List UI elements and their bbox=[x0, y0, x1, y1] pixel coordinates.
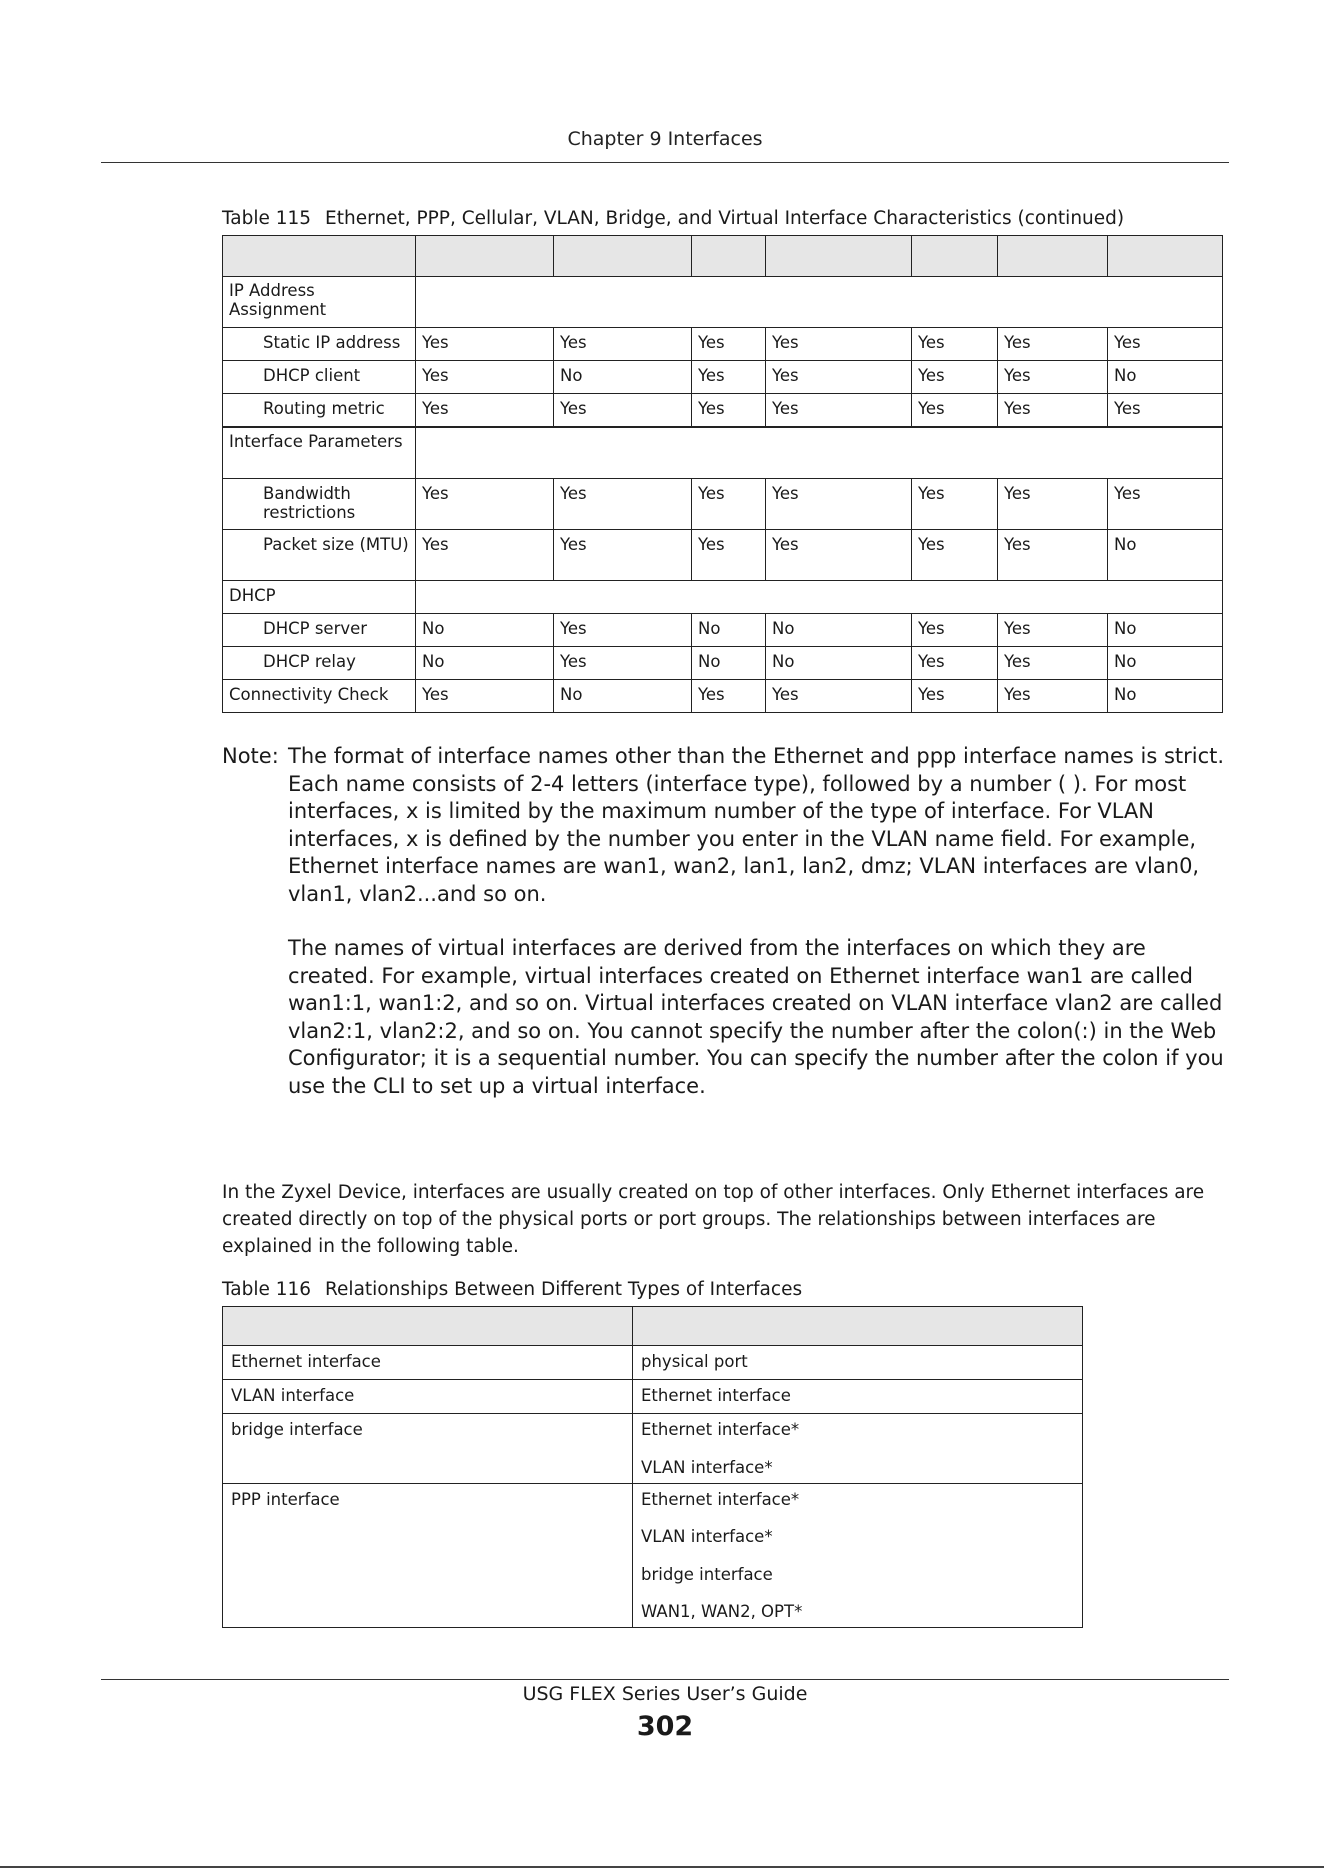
cell: Yes bbox=[1108, 394, 1223, 428]
section-row bbox=[223, 581, 1223, 614]
row-label: Static IP address bbox=[223, 328, 416, 361]
table-row bbox=[223, 614, 1223, 647]
cell: Yes bbox=[416, 361, 554, 394]
cell: Yes bbox=[998, 328, 1108, 361]
table-116-number: Table 116 bbox=[222, 1279, 312, 1300]
note-label: Note: bbox=[222, 744, 279, 768]
cell: Yes bbox=[912, 328, 998, 361]
table-row bbox=[223, 328, 1223, 361]
intro-text: In the Zyxel Device, interfaces are usually created on top of other interfaces. Only Ethernet interfaces are created directly on top of the physical ports or port groups. The relationships between interfaces are explained in the following table. bbox=[222, 1182, 1205, 1257]
row-label: DHCP server bbox=[223, 614, 416, 647]
cell: Yes bbox=[692, 680, 766, 713]
cell: Yes bbox=[692, 361, 766, 394]
header-rule bbox=[101, 162, 1229, 163]
table-header-row bbox=[223, 1307, 1083, 1346]
table-116-caption bbox=[222, 1279, 802, 1300]
cell: Yes bbox=[912, 647, 998, 680]
cell: Yes bbox=[766, 479, 912, 530]
table-header-row bbox=[223, 236, 1223, 277]
cell: Yes bbox=[416, 530, 554, 581]
interface-cell: PPP interface bbox=[223, 1483, 633, 1628]
scan-edge-line bbox=[0, 1866, 1324, 1868]
cell: Yes bbox=[998, 680, 1108, 713]
table-row bbox=[223, 647, 1223, 680]
required-port-item: WAN1, WAN2, OPT* bbox=[641, 1602, 803, 1621]
cell: Yes bbox=[998, 614, 1108, 647]
interface-relationships-table bbox=[222, 1306, 1083, 1628]
required-port-item: bridge interface bbox=[641, 1564, 773, 1584]
cell: Yes bbox=[416, 479, 554, 530]
table-row bbox=[223, 394, 1223, 428]
row-label: Connectivity Check bbox=[223, 680, 416, 713]
page-number: 302 bbox=[636, 1711, 694, 1742]
cell: Yes bbox=[554, 479, 692, 530]
note-block bbox=[222, 743, 1232, 1100]
cell: Yes bbox=[766, 394, 912, 428]
cell: No bbox=[416, 647, 554, 680]
section-title: IP Address Assignment bbox=[223, 277, 416, 328]
section-title: DHCP bbox=[223, 581, 416, 614]
cell: Yes bbox=[998, 394, 1108, 428]
row-label: Routing metric bbox=[223, 394, 416, 428]
required-port-item: Ethernet interface* bbox=[641, 1420, 800, 1439]
cell: Yes bbox=[912, 394, 998, 428]
cell: No bbox=[766, 647, 912, 680]
required-port-cell bbox=[633, 1483, 1083, 1628]
cell: Yes bbox=[692, 394, 766, 428]
cell: Yes bbox=[416, 394, 554, 428]
cell: Yes bbox=[998, 479, 1108, 530]
cell: No bbox=[692, 614, 766, 647]
row-label: DHCP relay bbox=[223, 647, 416, 680]
cell: Yes bbox=[554, 647, 692, 680]
cell: Yes bbox=[766, 328, 912, 361]
table-row bbox=[223, 1380, 1083, 1414]
cell: Yes bbox=[912, 680, 998, 713]
table-row bbox=[223, 680, 1223, 713]
note-paragraph: The format of interface names other than the Ethernet and ppp interface names is strict. Each name consists of 2-4 letters (interface type), followed by a number ( ). For most interfaces, x is limited by the maximum number of the type of interface. For VLAN interfaces, x is defined by the number you enter in the VLAN name field. For example, Ethernet interface names are wan1, wan2, lan1, lan2, dmz; VLAN interfaces are vlan0, vlan1, vlan2...and so on. bbox=[288, 744, 1225, 906]
table-row bbox=[223, 1346, 1083, 1380]
interface-cell: bridge interface bbox=[223, 1414, 633, 1484]
cell: Yes bbox=[554, 614, 692, 647]
interface-characteristics-table bbox=[222, 235, 1223, 713]
cell: Yes bbox=[1108, 328, 1223, 361]
table-115-number: Table 115 bbox=[222, 208, 312, 229]
table-115-title: Ethernet, PPP, Cellular, VLAN, Bridge, and Virtual Interface Characteristics (continued) bbox=[325, 208, 1125, 229]
cell: Yes bbox=[766, 361, 912, 394]
row-label: DHCP client bbox=[223, 361, 416, 394]
cell: Yes bbox=[766, 530, 912, 581]
cell: Yes bbox=[692, 530, 766, 581]
intro-paragraph bbox=[222, 1179, 1228, 1260]
table-115-caption bbox=[222, 208, 1124, 229]
page-footer bbox=[101, 1677, 1229, 1742]
cell: Yes bbox=[912, 361, 998, 394]
cell: Yes bbox=[554, 394, 692, 428]
cell: Yes bbox=[998, 647, 1108, 680]
section-title: Interface Parameters bbox=[223, 427, 416, 479]
cell: Yes bbox=[692, 479, 766, 530]
row-label: Bandwidth restrictions bbox=[223, 479, 416, 530]
cell: Yes bbox=[416, 328, 554, 361]
cell: Yes bbox=[554, 530, 692, 581]
interface-cell: Ethernet interface bbox=[223, 1346, 633, 1380]
cell: No bbox=[692, 647, 766, 680]
cell: Yes bbox=[416, 680, 554, 713]
cell: Yes bbox=[998, 361, 1108, 394]
guide-title: USG FLEX Series User’s Guide bbox=[522, 1683, 808, 1705]
required-port-item: VLAN interface* bbox=[641, 1527, 773, 1546]
required-port-cell: physical port bbox=[633, 1346, 1083, 1380]
cell: No bbox=[1108, 614, 1223, 647]
cell: No bbox=[1108, 361, 1223, 394]
note-paragraph: The names of virtual interfaces are derived from the interfaces on which they are created. For example, virtual interfaces created on Ethernet interface wan1 are called wan1:1, wan1:2, and so on. Virtual interfaces created on VLAN interface vlan2 are called vlan2:1, vlan2:2, and so on. You cannot specify the number after the colon(:) in the Web Configurator; it is a sequential number. You can specify the number after the colon if you use the CLI to set up a virtual interface. bbox=[288, 936, 1224, 1098]
table-row bbox=[223, 1414, 1083, 1484]
cell: Yes bbox=[998, 530, 1108, 581]
required-port-item: Ethernet interface* bbox=[641, 1489, 800, 1509]
required-port-item: VLAN interface* bbox=[641, 1457, 773, 1477]
required-port-cell: Ethernet interface bbox=[633, 1380, 1083, 1414]
cell: Yes bbox=[912, 479, 998, 530]
cell: Yes bbox=[766, 680, 912, 713]
cell: No bbox=[416, 614, 554, 647]
row-label: Packet size (MTU) bbox=[223, 530, 416, 581]
cell: No bbox=[1108, 647, 1223, 680]
chapter-header: Chapter 9 Interfaces bbox=[567, 128, 763, 150]
table-row bbox=[223, 530, 1223, 581]
cell: Yes bbox=[912, 614, 998, 647]
table-row bbox=[223, 361, 1223, 394]
cell: No bbox=[1108, 680, 1223, 713]
required-port-cell bbox=[633, 1414, 1083, 1484]
cell: Yes bbox=[912, 530, 998, 581]
table-row bbox=[223, 479, 1223, 530]
section-row bbox=[223, 277, 1223, 328]
cell: No bbox=[1108, 530, 1223, 581]
cell: No bbox=[554, 361, 692, 394]
cell: No bbox=[766, 614, 912, 647]
table-row bbox=[223, 1483, 1083, 1628]
interface-cell: VLAN interface bbox=[223, 1380, 633, 1414]
cell: Yes bbox=[692, 328, 766, 361]
cell: Yes bbox=[554, 328, 692, 361]
table-116-title: Relationships Between Different Types of Interfaces bbox=[325, 1279, 803, 1300]
section-row bbox=[223, 427, 1223, 479]
cell: No bbox=[554, 680, 692, 713]
cell: Yes bbox=[1108, 479, 1223, 530]
